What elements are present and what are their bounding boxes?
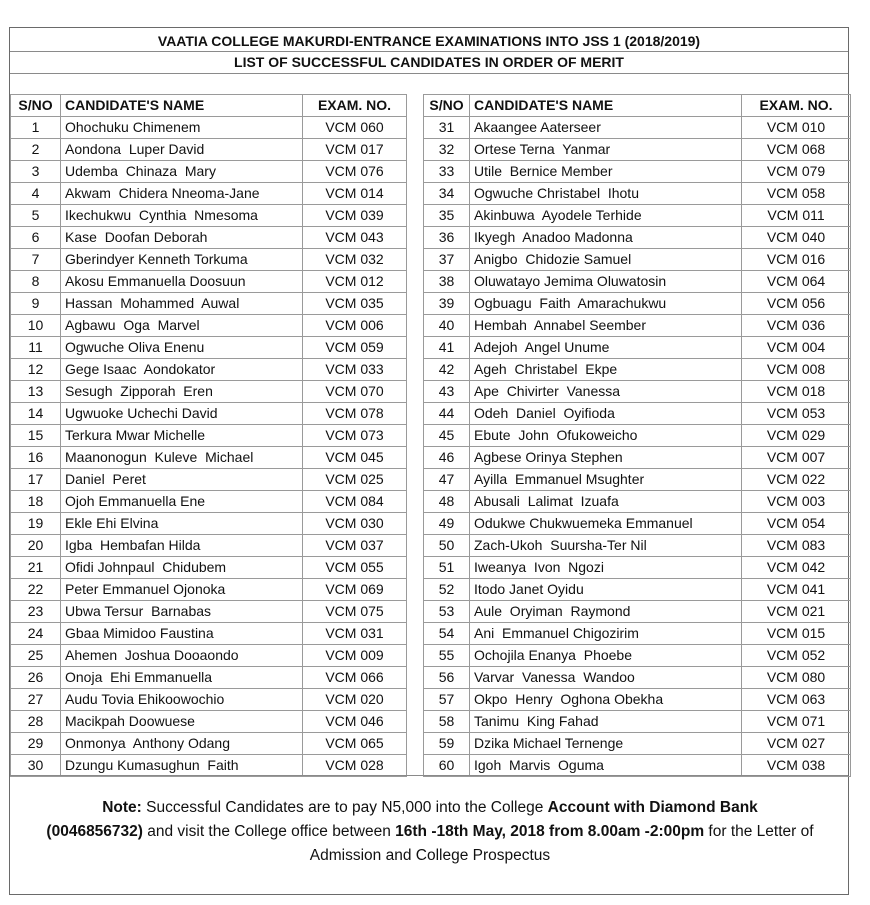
exam-number: VCM 065 <box>303 733 407 755</box>
sheet-subtitle: LIST OF SUCCESSFUL CANDIDATES IN ORDER OF MERIT <box>234 54 624 70</box>
serial-number: 39 <box>424 293 470 315</box>
serial-number: 7 <box>11 249 61 271</box>
candidates-table <box>10 94 851 777</box>
exam-number: VCM 045 <box>303 447 407 469</box>
serial-number: 37 <box>424 249 470 271</box>
exam-number: VCM 039 <box>303 205 407 227</box>
note-account-number: (0046856732) <box>46 823 143 840</box>
candidate-name: Ortese Terna Yanmar <box>470 139 742 161</box>
column-gap <box>407 337 424 359</box>
candidate-name: Akaangee Aaterseer <box>470 117 742 139</box>
column-header-name: CANDIDATE'S NAME <box>61 95 303 117</box>
serial-number: 54 <box>424 623 470 645</box>
column-gap <box>407 183 424 205</box>
serial-number: 46 <box>424 447 470 469</box>
candidate-name: Odukwe Chukwuemeka Emmanuel <box>470 513 742 535</box>
table-row <box>11 249 851 271</box>
table-row <box>11 513 851 535</box>
serial-number: 50 <box>424 535 470 557</box>
serial-number: 19 <box>11 513 61 535</box>
exam-number: VCM 060 <box>303 117 407 139</box>
candidate-name: Akwam Chidera Nneoma-Jane <box>61 183 303 205</box>
serial-number: 35 <box>424 205 470 227</box>
candidate-name: Abusali Lalimat Izuafa <box>470 491 742 513</box>
column-gap <box>407 557 424 579</box>
candidate-name: Agbawu Oga Marvel <box>61 315 303 337</box>
exam-number: VCM 083 <box>742 535 851 557</box>
serial-number: 36 <box>424 227 470 249</box>
table-row <box>11 381 851 403</box>
exam-number: VCM 053 <box>742 403 851 425</box>
candidate-name: Gberindyer Kenneth Torkuma <box>61 249 303 271</box>
exam-number: VCM 055 <box>303 557 407 579</box>
column-gap <box>407 755 424 777</box>
exam-number: VCM 043 <box>303 227 407 249</box>
table-row <box>11 205 851 227</box>
candidate-name: Onoja Ehi Emmanuella <box>61 667 303 689</box>
column-gap <box>407 491 424 513</box>
column-gap <box>407 733 424 755</box>
candidate-name: Audu Tovia Ehikoowochio <box>61 689 303 711</box>
serial-number: 30 <box>11 755 61 777</box>
exam-number: VCM 030 <box>303 513 407 535</box>
exam-number: VCM 004 <box>742 337 851 359</box>
exam-number: VCM 035 <box>303 293 407 315</box>
exam-number: VCM 020 <box>303 689 407 711</box>
column-gap <box>407 579 424 601</box>
exam-number: VCM 058 <box>742 183 851 205</box>
table-row <box>11 645 851 667</box>
payment-note <box>10 796 850 868</box>
candidate-name: Iweanya Ivon Ngozi <box>470 557 742 579</box>
candidate-name: Ogbuagu Faith Amarachukwu <box>470 293 742 315</box>
column-gap <box>407 425 424 447</box>
divider <box>10 73 848 74</box>
candidate-name: Ofidi Johnpaul Chidubem <box>61 557 303 579</box>
exam-number: VCM 046 <box>303 711 407 733</box>
candidate-name: Hassan Mohammed Auwal <box>61 293 303 315</box>
exam-number: VCM 008 <box>742 359 851 381</box>
exam-number: VCM 009 <box>303 645 407 667</box>
serial-number: 13 <box>11 381 61 403</box>
exam-number: VCM 084 <box>303 491 407 513</box>
column-gap <box>407 139 424 161</box>
column-gap <box>407 623 424 645</box>
serial-number: 3 <box>11 161 61 183</box>
candidate-name: Oluwatayo Jemima Oluwatosin <box>470 271 742 293</box>
candidate-name: Peter Emmanuel Ojonoka <box>61 579 303 601</box>
exam-number: VCM 032 <box>303 249 407 271</box>
candidate-name: Terkura Mwar Michelle <box>61 425 303 447</box>
column-gap <box>407 711 424 733</box>
serial-number: 22 <box>11 579 61 601</box>
column-gap <box>407 161 424 183</box>
candidate-name: Ahemen Joshua Dooaondo <box>61 645 303 667</box>
candidate-name: Ojoh Emmanuella Ene <box>61 491 303 513</box>
candidate-name: Aondona Luper David <box>61 139 303 161</box>
serial-number: 40 <box>424 315 470 337</box>
table-row <box>11 601 851 623</box>
serial-number: 45 <box>424 425 470 447</box>
exam-number: VCM 073 <box>303 425 407 447</box>
table-row <box>11 359 851 381</box>
serial-number: 12 <box>11 359 61 381</box>
candidate-name: Ochojila Enanya Phoebe <box>470 645 742 667</box>
table-row <box>11 733 851 755</box>
candidate-name: Ohochuku Chimenem <box>61 117 303 139</box>
exam-number: VCM 027 <box>742 733 851 755</box>
table-row <box>11 337 851 359</box>
candidate-name: Dzika Michael Ternenge <box>470 733 742 755</box>
candidate-name: Tanimu King Fahad <box>470 711 742 733</box>
exam-number: VCM 010 <box>742 117 851 139</box>
note-text: and visit the College office between <box>142 823 396 840</box>
column-gap <box>407 535 424 557</box>
candidate-name: Ubwa Tersur Barnabas <box>61 601 303 623</box>
candidate-name: Maanonogun Kuleve Michael <box>61 447 303 469</box>
serial-number: 18 <box>11 491 61 513</box>
candidate-name: Okpo Henry Oghona Obekha <box>470 689 742 711</box>
column-gap <box>407 315 424 337</box>
exam-number: VCM 025 <box>303 469 407 491</box>
serial-number: 52 <box>424 579 470 601</box>
exam-number: VCM 080 <box>742 667 851 689</box>
exam-number: VCM 011 <box>742 205 851 227</box>
candidate-name: Itodo Janet Oyidu <box>470 579 742 601</box>
exam-number: VCM 031 <box>303 623 407 645</box>
exam-number: VCM 076 <box>303 161 407 183</box>
column-gap <box>407 645 424 667</box>
serial-number: 38 <box>424 271 470 293</box>
exam-number: VCM 052 <box>742 645 851 667</box>
exam-number: VCM 075 <box>303 601 407 623</box>
serial-number: 59 <box>424 733 470 755</box>
candidate-name: Ikyegh Anadoo Madonna <box>470 227 742 249</box>
column-gap <box>407 249 424 271</box>
serial-number: 57 <box>424 689 470 711</box>
table-row <box>11 271 851 293</box>
column-gap <box>407 381 424 403</box>
column-gap <box>407 601 424 623</box>
candidate-name: Gege Isaac Aondokator <box>61 359 303 381</box>
candidate-name: Aule Oryiman Raymond <box>470 601 742 623</box>
column-gap <box>407 117 424 139</box>
serial-number: 55 <box>424 645 470 667</box>
exam-number: VCM 017 <box>303 139 407 161</box>
exam-number: VCM 070 <box>303 381 407 403</box>
serial-number: 48 <box>424 491 470 513</box>
table-row <box>11 315 851 337</box>
exam-number: VCM 064 <box>742 271 851 293</box>
table-row <box>11 623 851 645</box>
exam-number: VCM 079 <box>742 161 851 183</box>
exam-number: VCM 006 <box>303 315 407 337</box>
column-header-exam-no: EXAM. NO. <box>303 95 407 117</box>
serial-number: 60 <box>424 755 470 777</box>
serial-number: 31 <box>424 117 470 139</box>
exam-number: VCM 063 <box>742 689 851 711</box>
serial-number: 49 <box>424 513 470 535</box>
table-row <box>11 139 851 161</box>
table-row <box>11 557 851 579</box>
divider <box>10 775 848 776</box>
candidate-name: Kase Doofan Deborah <box>61 227 303 249</box>
table-row <box>11 535 851 557</box>
exam-number: VCM 069 <box>303 579 407 601</box>
table-row <box>11 711 851 733</box>
table-row <box>11 755 851 777</box>
candidate-name: Macikpah Doowuese <box>61 711 303 733</box>
exam-number: VCM 033 <box>303 359 407 381</box>
serial-number: 23 <box>11 601 61 623</box>
candidate-name: Zach-Ukoh Suursha-Ter Nil <box>470 535 742 557</box>
candidate-name: Odeh Daniel Oyifioda <box>470 403 742 425</box>
serial-number: 42 <box>424 359 470 381</box>
candidate-name: Udemba Chinaza Mary <box>61 161 303 183</box>
serial-number: 11 <box>11 337 61 359</box>
column-gap <box>407 271 424 293</box>
column-header-name: CANDIDATE'S NAME <box>470 95 742 117</box>
column-gap <box>407 469 424 491</box>
serial-number: 9 <box>11 293 61 315</box>
exam-number: VCM 041 <box>742 579 851 601</box>
candidate-name: Ageh Christabel Ekpe <box>470 359 742 381</box>
serial-number: 6 <box>11 227 61 249</box>
serial-number: 20 <box>11 535 61 557</box>
candidate-name: Dzungu Kumasughun Faith <box>61 755 303 777</box>
serial-number: 56 <box>424 667 470 689</box>
table-row <box>11 689 851 711</box>
column-gap <box>407 95 424 117</box>
serial-number: 43 <box>424 381 470 403</box>
serial-number: 32 <box>424 139 470 161</box>
exam-number: VCM 036 <box>742 315 851 337</box>
candidate-name: Adejoh Angel Unume <box>470 337 742 359</box>
exam-number: VCM 015 <box>742 623 851 645</box>
exam-number: VCM 068 <box>742 139 851 161</box>
serial-number: 27 <box>11 689 61 711</box>
candidate-name: Onmonya Anthony Odang <box>61 733 303 755</box>
serial-number: 29 <box>11 733 61 755</box>
exam-number: VCM 014 <box>303 183 407 205</box>
exam-number: VCM 040 <box>742 227 851 249</box>
exam-number: VCM 056 <box>742 293 851 315</box>
exam-number: VCM 054 <box>742 513 851 535</box>
column-gap <box>407 359 424 381</box>
exam-number: VCM 066 <box>303 667 407 689</box>
note-label: Note: <box>102 799 142 816</box>
table-row <box>11 425 851 447</box>
table-row <box>11 491 851 513</box>
candidate-name: Ayilla Emmanuel Msughter <box>470 469 742 491</box>
serial-number: 33 <box>424 161 470 183</box>
exam-number: VCM 059 <box>303 337 407 359</box>
column-header-sn: S/NO <box>424 95 470 117</box>
table-row <box>11 469 851 491</box>
exam-number: VCM 022 <box>742 469 851 491</box>
serial-number: 1 <box>11 117 61 139</box>
table-row <box>11 579 851 601</box>
exam-number: VCM 003 <box>742 491 851 513</box>
serial-number: 41 <box>424 337 470 359</box>
exam-number: VCM 071 <box>742 711 851 733</box>
column-gap <box>407 205 424 227</box>
column-gap <box>407 513 424 535</box>
candidate-name: Utile Bernice Member <box>470 161 742 183</box>
note-dates: 16th -18th May, 2018 from 8.00am -2:00pm <box>395 823 705 840</box>
candidate-name: Ugwuoke Uchechi David <box>61 403 303 425</box>
candidate-name: Igba Hembafan Hilda <box>61 535 303 557</box>
serial-number: 16 <box>11 447 61 469</box>
serial-number: 8 <box>11 271 61 293</box>
column-gap <box>407 447 424 469</box>
column-header-sn: S/NO <box>11 95 61 117</box>
candidate-name: Ekle Ehi Elvina <box>61 513 303 535</box>
serial-number: 24 <box>11 623 61 645</box>
candidate-name: Ikechukwu Cynthia Nmesoma <box>61 205 303 227</box>
column-gap <box>407 667 424 689</box>
candidate-name: Akosu Emmanuella Doosuun <box>61 271 303 293</box>
candidate-name: Varvar Vanessa Wandoo <box>470 667 742 689</box>
serial-number: 10 <box>11 315 61 337</box>
column-header-exam-no: EXAM. NO. <box>742 95 851 117</box>
exam-number: VCM 007 <box>742 447 851 469</box>
candidate-name: Hembah Annabel Seember <box>470 315 742 337</box>
serial-number: 21 <box>11 557 61 579</box>
results-sheet <box>9 27 849 895</box>
serial-number: 28 <box>11 711 61 733</box>
column-gap <box>407 227 424 249</box>
serial-number: 26 <box>11 667 61 689</box>
serial-number: 4 <box>11 183 61 205</box>
exam-number: VCM 042 <box>742 557 851 579</box>
table-row <box>11 293 851 315</box>
serial-number: 2 <box>11 139 61 161</box>
serial-number: 25 <box>11 645 61 667</box>
candidate-name: Ogwuche Christabel Ihotu <box>470 183 742 205</box>
candidate-name: Daniel Peret <box>61 469 303 491</box>
exam-number: VCM 012 <box>303 271 407 293</box>
table-row <box>11 227 851 249</box>
candidate-name: Akinbuwa Ayodele Terhide <box>470 205 742 227</box>
candidate-name: Ebute John Ofukoweicho <box>470 425 742 447</box>
serial-number: 53 <box>424 601 470 623</box>
serial-number: 5 <box>11 205 61 227</box>
candidate-name: Agbese Orinya Stephen <box>470 447 742 469</box>
exam-number: VCM 021 <box>742 601 851 623</box>
column-gap <box>407 689 424 711</box>
serial-number: 51 <box>424 557 470 579</box>
exam-number: VCM 016 <box>742 249 851 271</box>
note-text: for the Letter of Admission and College Prospectus <box>309 823 814 864</box>
serial-number: 14 <box>11 403 61 425</box>
exam-number: VCM 028 <box>303 755 407 777</box>
sheet-title: VAATIA COLLEGE MAKURDI-ENTRANCE EXAMINATIONS INTO JSS 1 (2018/2019) <box>157 33 701 49</box>
serial-number: 15 <box>11 425 61 447</box>
serial-number: 47 <box>424 469 470 491</box>
table-row <box>11 117 851 139</box>
candidate-name: Igoh Marvis Oguma <box>470 755 742 777</box>
exam-number: VCM 078 <box>303 403 407 425</box>
table-row <box>11 447 851 469</box>
candidate-name: Anigbo Chidozie Samuel <box>470 249 742 271</box>
exam-number: VCM 038 <box>742 755 851 777</box>
candidate-name: Gbaa Mimidoo Faustina <box>61 623 303 645</box>
column-gap <box>407 403 424 425</box>
candidate-name: Ape Chivirter Vanessa <box>470 381 742 403</box>
column-gap <box>407 293 424 315</box>
serial-number: 34 <box>424 183 470 205</box>
exam-number: VCM 037 <box>303 535 407 557</box>
table-row <box>11 161 851 183</box>
table-row <box>11 667 851 689</box>
candidate-name: Ani Emmanuel Chigozirim <box>470 623 742 645</box>
exam-number: VCM 018 <box>742 381 851 403</box>
table-header-row <box>11 95 851 117</box>
serial-number: 44 <box>424 403 470 425</box>
serial-number: 58 <box>424 711 470 733</box>
candidate-name: Sesugh Zipporah Eren <box>61 381 303 403</box>
note-bank-account: Account with Diamond Bank <box>547 799 758 816</box>
candidate-name: Ogwuche Oliva Enenu <box>61 337 303 359</box>
serial-number: 17 <box>11 469 61 491</box>
note-text: Successful Candidates are to pay N5,000 into the College <box>141 799 548 816</box>
table-row <box>11 403 851 425</box>
exam-number: VCM 029 <box>742 425 851 447</box>
table-row <box>11 183 851 205</box>
